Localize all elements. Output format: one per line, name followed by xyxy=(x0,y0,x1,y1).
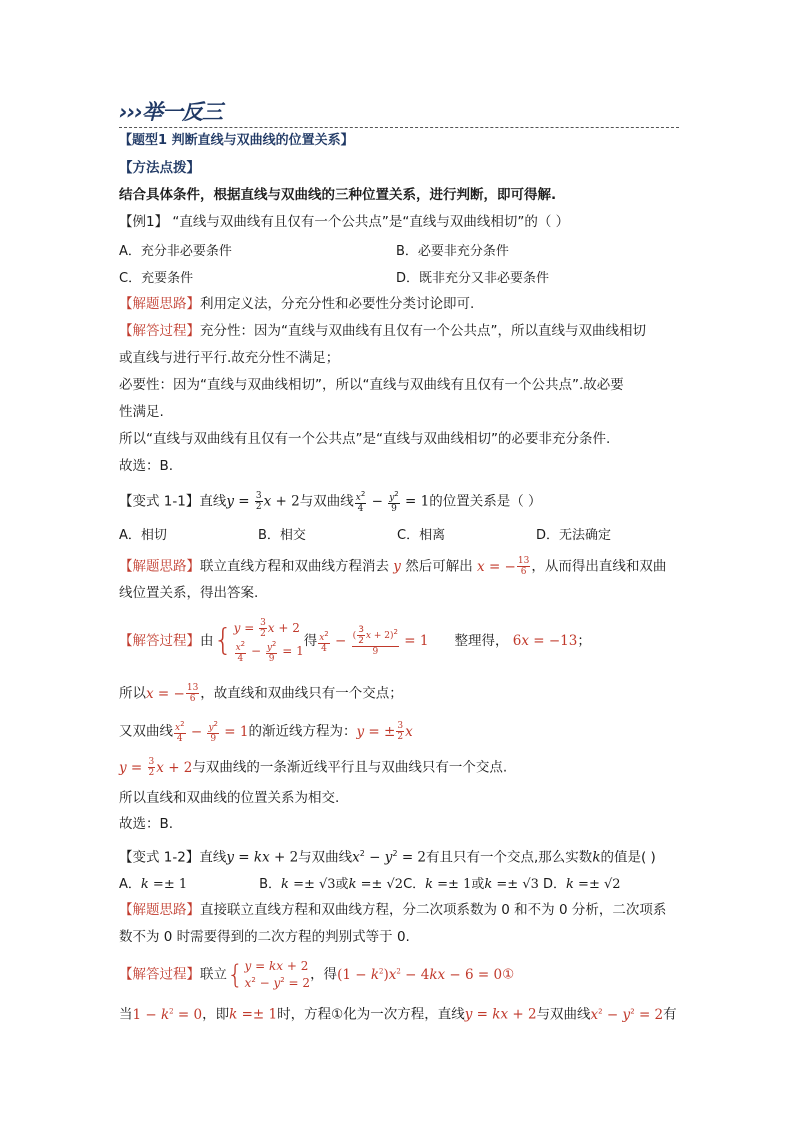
stem-text: 有且只有一个交点,那么实数 xyxy=(426,849,593,866)
variant2-option-c: C．k =± 1或k =± √3 xyxy=(403,877,539,892)
result-text: ，故直线和双曲线只有一个交点； xyxy=(200,685,403,702)
variant2-option-d: D．k =± √2 xyxy=(543,877,621,892)
header-divider xyxy=(119,127,679,128)
variant2-label: 【变式 1-2】 xyxy=(119,849,200,866)
variant2-option-a: A．k =± 1 xyxy=(119,877,188,892)
variant1-idea: 【解题思路】联立直线方程和双曲线方程消去 y 然后可解出 x = − $\frac{13}{6}$ ，从而得出直线和双曲 xyxy=(119,556,667,577)
idea-text: ，从而得出直线和双曲 xyxy=(531,558,667,575)
example1-process-line: 或直线与进行平行.故充分性不满足； xyxy=(119,350,340,366)
process-text: 由 xyxy=(200,633,214,649)
last-text: 当 xyxy=(119,1006,133,1023)
idea-text: 然后可解出 xyxy=(405,558,473,575)
process-label: 【解答过程】 xyxy=(119,323,200,339)
result-text: 又双曲线 xyxy=(119,723,173,740)
process-label: 【解答过程】 xyxy=(119,966,200,983)
process-text: 充分性：因为“直线与双曲线有且仅有一个公共点”，所以直线与双曲线相切 xyxy=(200,323,646,339)
stem-text: 直线 xyxy=(199,493,227,510)
variant1-idea-line: 线位置关系，得出答案. xyxy=(119,585,259,601)
variant1-result-4: 所以直线和双曲线的位置关系为相交. xyxy=(119,790,340,806)
last-text: ，即 xyxy=(202,1006,230,1023)
variant2-option-b: B．k =± √3或k =± √2 xyxy=(259,877,404,892)
idea-label: 【解题思路】 xyxy=(119,296,200,312)
example1-answer: 故选：B. xyxy=(119,458,174,474)
result-text: 的渐近线方程为： xyxy=(248,723,357,740)
process-text: 联立 xyxy=(200,966,227,983)
process-text: 得 xyxy=(303,633,318,649)
example1-process-line: 必要性：因为“直线与双曲线相切”，所以“直线与双曲线有且仅有一个公共点”.故必要 xyxy=(119,377,624,393)
variant1-label: 【变式 1-1】 xyxy=(119,493,200,510)
example1-idea xyxy=(119,295,474,313)
variant1-option-c: C．相离 xyxy=(397,528,446,543)
variant1-result-1: 所以x = − $\frac{13}{6}$ ，故直线和双曲线只有一个交点； xyxy=(119,683,403,704)
variant2-options xyxy=(119,873,621,892)
example1-option-b: B．必要非充分条件 xyxy=(396,244,509,259)
example1-process-line: 所以“直线与双曲线有且仅有一个公共点”是“直线与双曲线相切”的必要非充分条件. xyxy=(119,431,611,447)
example1-process xyxy=(119,322,646,340)
process-label: 【解答过程】 xyxy=(119,633,200,649)
stem-text: 与双曲线 xyxy=(299,493,354,510)
stem-text: 的值是( ) xyxy=(600,849,656,866)
variant1-option-a: A．相切 xyxy=(119,528,167,543)
last-text: 时，方程①化为一次方程，直线 xyxy=(277,1006,465,1023)
variant2-idea xyxy=(119,901,666,919)
variant1-process: 【解答过程】由{ y = $\frac{3}{2}$ x + 2 $\frac{x^2}{4}$ − $\frac{y^2}{9}$ = 1 得 $\frac{x^2}{4}$ − ( $\frac{3}{2}$ x + 2)$^2$ 9 = 1 整理得， 6x = −13； xyxy=(119,618,591,664)
idea-label: 【解题思路】 xyxy=(119,558,200,575)
method-label: 【方法点拨】 xyxy=(119,160,200,176)
example1-option-d: D．既非充分又非必要条件 xyxy=(396,271,550,286)
idea-label: 【解题思路】 xyxy=(119,902,200,918)
last-text: 与双曲线 xyxy=(536,1006,591,1023)
example1-stem: 【例1】 “直线与双曲线有且仅有一个公共点”是“直线与双曲线相切”的（ ） xyxy=(119,214,570,230)
stem-text: 与双曲线 xyxy=(298,849,353,866)
line-equation: y xyxy=(226,493,234,510)
result-text: 与双曲线的一条渐近线平行且与双曲线只有一个交点. xyxy=(192,759,508,776)
header-logo: ›››举一反三 xyxy=(119,100,222,124)
example1-option-c: C．充要条件 xyxy=(119,271,194,286)
process-text: ，得 xyxy=(310,966,338,983)
variant1-stem: 【变式 1-1】直线y = $\frac{3}{2}$ x + 2与双曲线 $\frac{x^2}{4}$ − $\frac{y^2}{9}$ = 1的位置关系是（ ） xyxy=(119,490,542,514)
idea-text: 直接联立直线方程和双曲线方程，分二次项系数为 0 和不为 0 分析，二次项系 xyxy=(200,902,667,918)
process-text: 整理得， xyxy=(454,633,509,649)
section-title: 【题型1 判断直线与双曲线的位置关系】 xyxy=(119,133,354,148)
variant2-last: 当$1 - k^2 = 0$，即k =± 1时，方程①化为一次方程，直线y = kx + 2与双曲线$x^2 - y^2 = 2$有 xyxy=(119,1006,677,1023)
variant1-option-d: D．无法确定 xyxy=(536,528,612,543)
variant2-stem: 【变式 1-2】直线y = kx + 2与双曲线$x^2 - y^2 = 2$有且只有一个交点,那么实数k的值是( ) xyxy=(119,849,656,866)
example1-process-line: 性满足. xyxy=(119,404,164,420)
variant2-idea-line: 数不为 0 时需要得到的二次方程的判别式等于 0. xyxy=(119,929,410,945)
method-text: 结合具体条件，根据直线与双曲线的三种位置关系，进行判断，即可得解. xyxy=(119,187,557,203)
result-text: 所以 xyxy=(119,685,146,702)
last-text: 有 xyxy=(663,1006,677,1023)
variant1-result-2: 又双曲线 $\frac{x^2}{4}$ − $\frac{y^2}{9}$ = 1的渐近线方程为：y = ± $\frac{3}{2}$ x xyxy=(119,720,413,744)
variant1-result-3: y = $\frac{3}{2}$ x + 2与双曲线的一条渐近线平行且与双曲线只有一个交点. xyxy=(119,757,508,778)
variant1-option-b: B．相交 xyxy=(258,528,306,543)
example1-option-a: A．充分非必要条件 xyxy=(119,244,232,259)
stem-text: 直线 xyxy=(199,849,227,866)
idea-text: 利用定义法，分充分性和必要性分类讨论即可. xyxy=(200,296,475,312)
circled-one: ① xyxy=(502,966,515,983)
variant1-answer: 故选：B. xyxy=(119,816,174,832)
idea-text: 联立直线方程和双曲线方程消去 xyxy=(200,558,389,575)
stem-text: 的位置关系是（ ） xyxy=(429,493,542,510)
variant2-process: 【解答过程】联立{ y = kx + 2 $x^2 - y^2 = 2$ ，得$(1 - k^2)x^2 - 4kx - 6$ = 0① xyxy=(119,959,515,990)
